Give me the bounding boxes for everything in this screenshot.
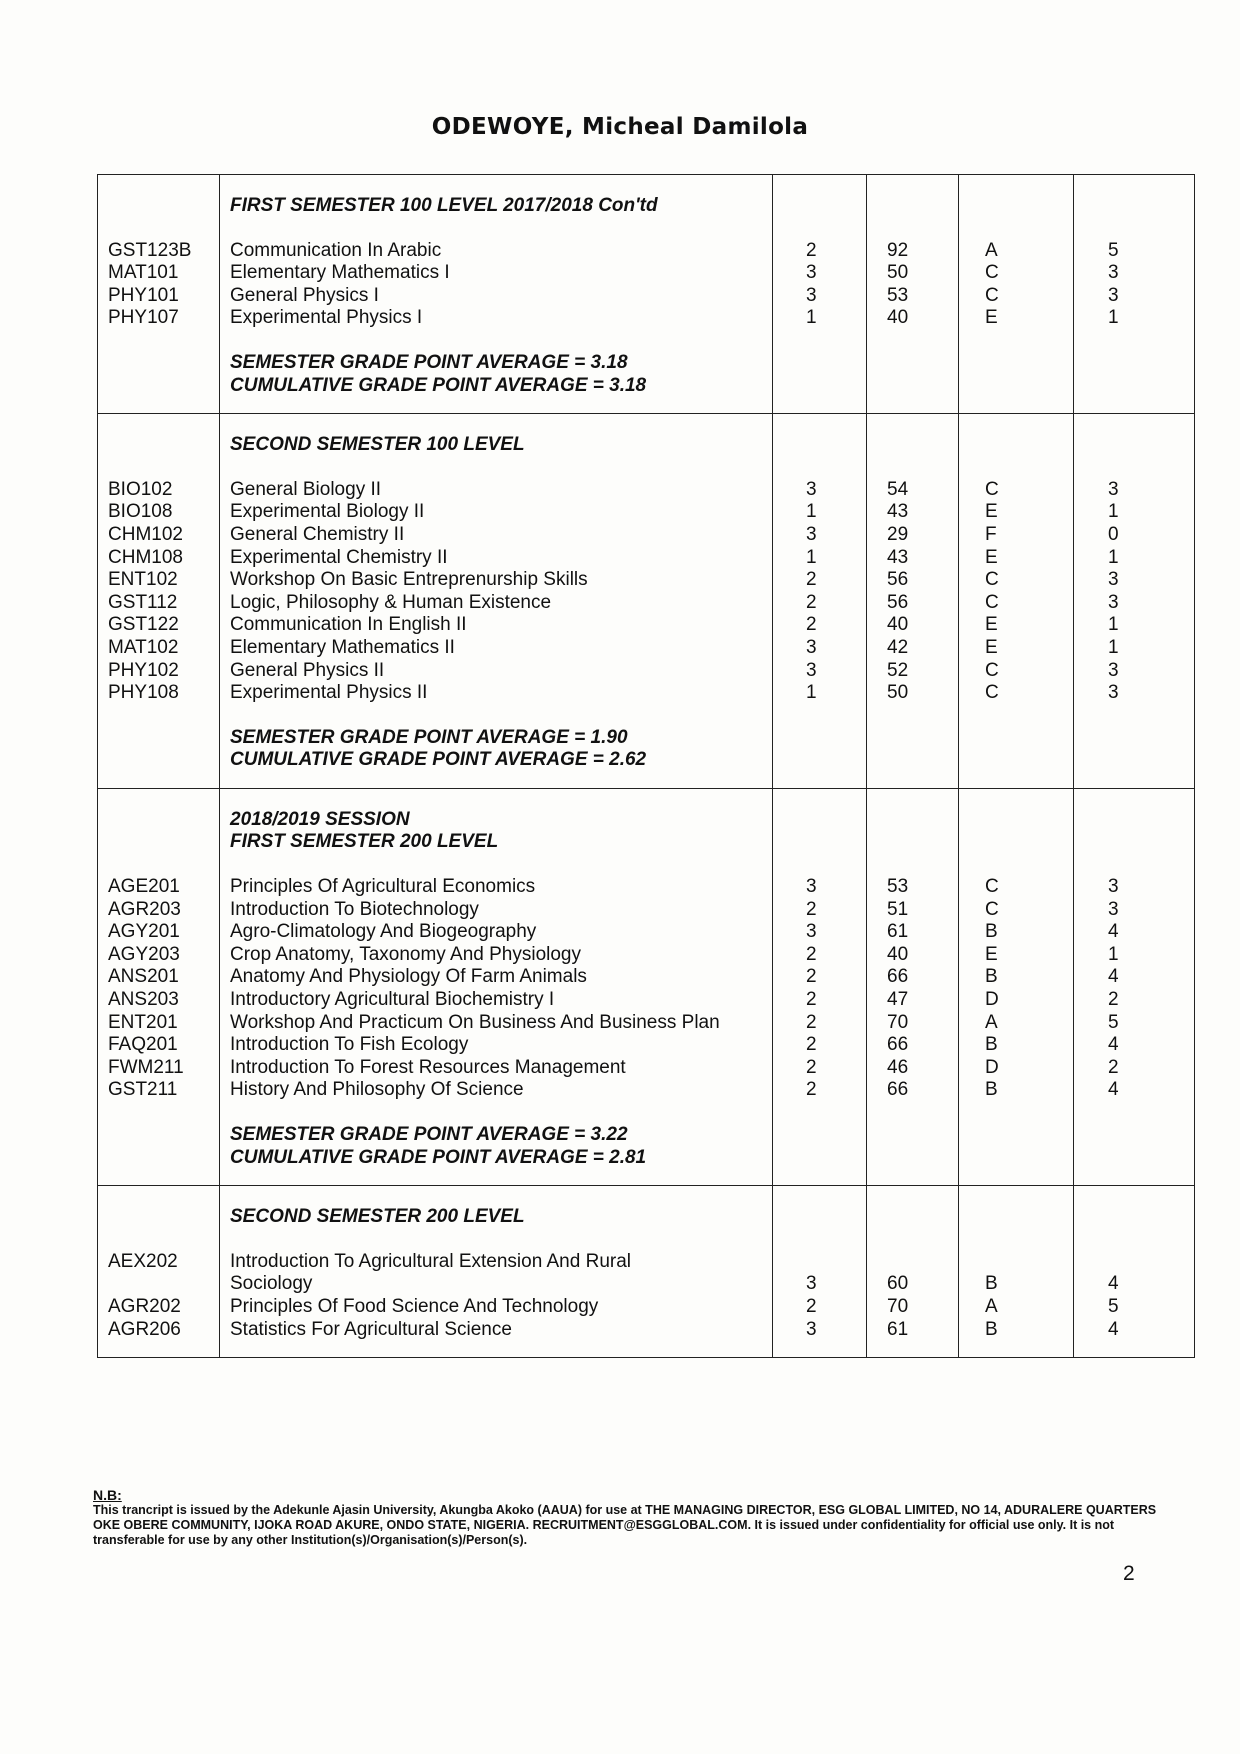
course-grade: C bbox=[985, 659, 999, 681]
course-code: PHY102 bbox=[108, 659, 179, 681]
course-code: GST112 bbox=[108, 591, 178, 613]
page-number: 2 bbox=[1123, 1562, 1135, 1585]
spacer bbox=[108, 1206, 219, 1229]
course-units: 2 bbox=[806, 943, 817, 965]
course-score: 56 bbox=[887, 569, 909, 591]
course-code: ANS201 bbox=[108, 966, 179, 988]
course-units: 3 bbox=[806, 284, 817, 306]
spacer bbox=[1108, 330, 1194, 352]
course-grade: B bbox=[985, 1079, 998, 1101]
course-title: Introduction To Agricultural Extension And Rural bbox=[230, 1250, 631, 1272]
course-score: 53 bbox=[887, 284, 909, 306]
course-code: ANS203 bbox=[108, 989, 179, 1011]
course-title-column bbox=[220, 788, 773, 1185]
course-grade: C bbox=[985, 284, 999, 306]
course-title: Principles Of Food Science And Technology bbox=[230, 1295, 599, 1317]
cumulative-gpa: CUMULATIVE GRADE POINT AVERAGE = 2.81 bbox=[230, 1146, 647, 1168]
grade-point: 3 bbox=[1108, 284, 1119, 306]
course-title: Elementary Mathematics I bbox=[230, 262, 450, 284]
spacer bbox=[108, 218, 219, 240]
course-grade: B bbox=[985, 1273, 998, 1295]
semester-gpa: SEMESTER GRADE POINT AVERAGE = 3.18 bbox=[230, 351, 628, 373]
section-heading: SECOND SEMESTER 200 LEVEL bbox=[230, 1206, 525, 1228]
course-code: PHY101 bbox=[108, 284, 179, 306]
spacer bbox=[806, 1229, 866, 1251]
course-units: 2 bbox=[806, 239, 817, 261]
course-units: 3 bbox=[806, 921, 817, 943]
grade-point: 4 bbox=[1108, 1318, 1119, 1340]
grade-point: 3 bbox=[1108, 659, 1119, 681]
course-score: 42 bbox=[887, 636, 909, 658]
spacer bbox=[1108, 457, 1194, 479]
spacer bbox=[108, 457, 219, 479]
score-column bbox=[867, 788, 959, 1185]
spacer bbox=[985, 1229, 1073, 1251]
spacer bbox=[887, 705, 958, 727]
grade-point: 3 bbox=[1108, 876, 1119, 898]
course-code: MAT101 bbox=[108, 262, 179, 284]
course-units: 1 bbox=[806, 307, 817, 329]
spacer bbox=[806, 831, 866, 854]
grade-point: 4 bbox=[1108, 1034, 1119, 1056]
spacer bbox=[108, 831, 219, 854]
course-code-column bbox=[98, 1186, 220, 1358]
spacer bbox=[806, 434, 866, 457]
spacer bbox=[108, 434, 219, 457]
course-title: Experimental Biology II bbox=[230, 501, 425, 523]
course-title: Introductory Agricultural Biochemistry I bbox=[230, 989, 555, 1011]
course-units: 3 bbox=[806, 1318, 817, 1340]
course-code: AGY201 bbox=[108, 921, 180, 943]
course-units: 2 bbox=[806, 591, 817, 613]
course-units: 2 bbox=[806, 898, 817, 920]
course-grade: E bbox=[985, 546, 998, 568]
course-code: CHM108 bbox=[108, 546, 183, 568]
course-title: Logic, Philosophy & Human Existence bbox=[230, 591, 552, 613]
course-title: Crop Anatomy, Taxonomy And Physiology bbox=[230, 943, 581, 965]
course-units: 2 bbox=[806, 1079, 817, 1101]
course-title: Introduction To Forest Resources Management bbox=[230, 1056, 626, 1078]
course-grade: A bbox=[985, 239, 998, 261]
spacer bbox=[887, 1206, 958, 1229]
spacer bbox=[108, 195, 219, 218]
spacer bbox=[230, 854, 772, 876]
spacer bbox=[887, 854, 958, 876]
course-code: AGR206 bbox=[108, 1318, 181, 1340]
course-code: FWM211 bbox=[108, 1056, 184, 1078]
course-title: General Physics II bbox=[230, 659, 385, 681]
spacer bbox=[1108, 1251, 1194, 1274]
course-score: 50 bbox=[887, 262, 909, 284]
course-title-column bbox=[220, 414, 773, 789]
course-title: Anatomy And Physiology Of Farm Animals bbox=[230, 966, 587, 988]
course-grade: C bbox=[985, 591, 999, 613]
grade-column bbox=[959, 788, 1074, 1185]
spacer bbox=[1108, 1102, 1194, 1124]
course-units: 3 bbox=[806, 262, 817, 284]
grade-point: 4 bbox=[1108, 921, 1119, 943]
spacer bbox=[230, 705, 772, 727]
course-units: 3 bbox=[806, 659, 817, 681]
semester-section bbox=[98, 175, 1195, 414]
course-score: 61 bbox=[887, 921, 909, 943]
grade-point: 1 bbox=[1108, 614, 1119, 636]
grade-point: 5 bbox=[1108, 239, 1119, 261]
course-title: General Physics I bbox=[230, 284, 379, 306]
course-code: MAT102 bbox=[108, 636, 179, 658]
student-name: ODEWOYE, Micheal Damilola bbox=[431, 114, 809, 140]
course-code: BIO108 bbox=[108, 501, 173, 523]
spacer bbox=[887, 434, 958, 457]
course-code: CHM102 bbox=[108, 523, 183, 545]
spacer bbox=[985, 809, 1073, 832]
section-heading: 2018/2019 SESSION bbox=[230, 808, 410, 830]
course-units: 1 bbox=[806, 546, 817, 568]
spacer bbox=[985, 218, 1073, 240]
spacer bbox=[887, 1102, 958, 1124]
grade-point: 1 bbox=[1108, 307, 1119, 329]
course-title: Sociology bbox=[230, 1273, 313, 1295]
spacer bbox=[887, 1251, 958, 1274]
course-title: Statistics For Agricultural Science bbox=[230, 1318, 512, 1340]
spacer bbox=[985, 854, 1073, 876]
course-units: 2 bbox=[806, 966, 817, 988]
spacer bbox=[806, 1206, 866, 1229]
course-score: 40 bbox=[887, 614, 909, 636]
spacer bbox=[230, 1102, 772, 1124]
units-column bbox=[773, 175, 867, 414]
course-title: General Chemistry II bbox=[230, 523, 405, 545]
spacer bbox=[887, 195, 958, 218]
grade-point: 2 bbox=[1108, 989, 1119, 1011]
course-units: 3 bbox=[806, 523, 817, 545]
spacer bbox=[1108, 218, 1194, 240]
course-title: Experimental Physics I bbox=[230, 307, 423, 329]
course-grade: C bbox=[985, 898, 999, 920]
course-code: GST123B bbox=[108, 239, 192, 261]
cumulative-gpa: CUMULATIVE GRADE POINT AVERAGE = 3.18 bbox=[230, 374, 647, 396]
course-score: 40 bbox=[887, 307, 909, 329]
course-title-column bbox=[220, 175, 773, 414]
spacer bbox=[985, 1102, 1073, 1124]
course-score: 66 bbox=[887, 1034, 909, 1056]
spacer bbox=[985, 434, 1073, 457]
spacer bbox=[985, 705, 1073, 727]
course-code: ENT102 bbox=[108, 569, 178, 591]
course-code: GST122 bbox=[108, 614, 179, 636]
course-units: 1 bbox=[806, 501, 817, 523]
grade-column bbox=[959, 175, 1074, 414]
course-units: 2 bbox=[806, 614, 817, 636]
spacer bbox=[806, 457, 866, 479]
course-code: BIO102 bbox=[108, 478, 173, 500]
section-heading: FIRST SEMESTER 200 LEVEL bbox=[230, 831, 499, 853]
spacer bbox=[230, 218, 772, 240]
spacer bbox=[887, 457, 958, 479]
course-title: Communication In English II bbox=[230, 614, 467, 636]
course-grade: C bbox=[985, 569, 999, 591]
grade-point-column bbox=[1074, 1186, 1195, 1358]
spacer bbox=[806, 195, 866, 218]
course-units: 2 bbox=[806, 1295, 817, 1317]
footer-note: This trancript is issued by the Adekunle Ajasin University, Akungba Akoko (AAUA) for use at THE MANAGING DIRECTOR, ESG GLOBAL LIMITED, NO 14, ADURALERE QUARTERS OKE OBERE COMMUNITY, IJOKA ROAD AKURE, ONDO STATE, NIGERIA. RECRUITMENT@ESGGLOBAL.COM. It is issued under confidentiality for official use only. It is not transferable for use by any other Institution(s)/Organisation(s)/Person(s). bbox=[93, 1503, 1157, 1547]
semester-gpa: SEMESTER GRADE POINT AVERAGE = 3.22 bbox=[230, 1124, 628, 1145]
spacer bbox=[1108, 831, 1194, 854]
course-units: 2 bbox=[806, 1011, 817, 1033]
course-grade: D bbox=[985, 1056, 999, 1078]
course-units: 3 bbox=[806, 1273, 817, 1295]
course-grade: E bbox=[985, 636, 998, 658]
course-score: 70 bbox=[887, 1295, 909, 1317]
course-code: AGY203 bbox=[108, 943, 180, 965]
spacer bbox=[985, 1251, 1073, 1274]
course-title: History And Philosophy Of Science bbox=[230, 1079, 524, 1101]
spacer bbox=[108, 705, 219, 727]
score-column bbox=[867, 414, 959, 789]
course-units: 3 bbox=[806, 636, 817, 658]
course-title: Experimental Chemistry II bbox=[230, 546, 448, 568]
grade-point: 1 bbox=[1108, 546, 1119, 568]
course-score: 46 bbox=[887, 1056, 909, 1078]
course-score: 92 bbox=[887, 239, 909, 261]
grade-point: 3 bbox=[1108, 262, 1119, 284]
cumulative-gpa: CUMULATIVE GRADE POINT AVERAGE = 2.62 bbox=[230, 749, 647, 771]
spacer bbox=[985, 195, 1073, 218]
course-score: 52 bbox=[887, 659, 909, 681]
course-score: 66 bbox=[887, 1079, 909, 1101]
course-grade: F bbox=[985, 523, 997, 545]
spacer bbox=[108, 1102, 219, 1124]
course-title: Elementary Mathematics II bbox=[230, 636, 455, 658]
spacer bbox=[1108, 434, 1194, 457]
spacer bbox=[985, 457, 1073, 479]
grade-point: 5 bbox=[1108, 1295, 1119, 1317]
course-score: 66 bbox=[887, 966, 909, 988]
course-code: PHY108 bbox=[108, 682, 179, 704]
course-title: General Biology II bbox=[230, 478, 382, 500]
course-title: Introduction To Biotechnology bbox=[230, 898, 479, 920]
course-units: 1 bbox=[806, 682, 817, 704]
course-score: 60 bbox=[887, 1273, 909, 1295]
spacer bbox=[1108, 809, 1194, 832]
grade-point: 2 bbox=[1108, 1056, 1119, 1078]
course-score: 43 bbox=[887, 501, 909, 523]
course-score: 50 bbox=[887, 682, 909, 704]
course-grade: E bbox=[985, 501, 998, 523]
units-column bbox=[773, 1186, 867, 1358]
nb-label: N.B: bbox=[93, 1487, 122, 1503]
grade-point: 4 bbox=[1108, 1079, 1119, 1101]
course-units: 3 bbox=[806, 876, 817, 898]
spacer bbox=[1108, 1206, 1194, 1229]
spacer bbox=[230, 457, 772, 479]
spacer bbox=[108, 1229, 219, 1251]
course-code: AGR203 bbox=[108, 898, 181, 920]
spacer bbox=[887, 831, 958, 854]
spacer bbox=[806, 1251, 866, 1274]
course-grade: E bbox=[985, 307, 998, 329]
course-title: Experimental Physics II bbox=[230, 682, 428, 704]
course-title: Communication In Arabic bbox=[230, 239, 442, 261]
grade-point-column bbox=[1074, 414, 1195, 789]
spacer bbox=[1108, 1229, 1194, 1251]
course-title: Workshop On Basic Entreprenurship Skills bbox=[230, 569, 588, 591]
course-score: 61 bbox=[887, 1318, 909, 1340]
course-score: 29 bbox=[887, 523, 909, 545]
course-units: 3 bbox=[806, 478, 817, 500]
spacer bbox=[887, 1229, 958, 1251]
course-title: Workshop And Practicum On Business And Business Plan bbox=[230, 1011, 720, 1033]
grade-point: 3 bbox=[1108, 898, 1119, 920]
course-score: 56 bbox=[887, 591, 909, 613]
semester-gpa: SEMESTER GRADE POINT AVERAGE = 1.90 bbox=[230, 726, 628, 748]
grade-point: 3 bbox=[1108, 591, 1119, 613]
section-heading: FIRST SEMESTER 100 LEVEL 2017/2018 Con'td bbox=[230, 195, 658, 216]
grade-point: 1 bbox=[1108, 943, 1119, 965]
grade-point: 4 bbox=[1108, 966, 1119, 988]
grade-point: 0 bbox=[1108, 523, 1119, 545]
course-code: AEX202 bbox=[108, 1250, 178, 1272]
units-column bbox=[773, 788, 867, 1185]
course-units: 2 bbox=[806, 989, 817, 1011]
grade-column bbox=[959, 1186, 1074, 1358]
spacer bbox=[1108, 854, 1194, 876]
course-title: Agro-Climatology And Biogeography bbox=[230, 921, 537, 943]
spacer bbox=[108, 809, 219, 832]
course-score: 70 bbox=[887, 1011, 909, 1033]
course-units: 2 bbox=[806, 569, 817, 591]
spacer bbox=[230, 1229, 772, 1251]
footer-note-block bbox=[93, 1488, 1163, 1548]
spacer bbox=[806, 854, 866, 876]
grade-point: 4 bbox=[1108, 1273, 1119, 1295]
course-code-column bbox=[98, 414, 220, 789]
units-column bbox=[773, 414, 867, 789]
course-code: FAQ201 bbox=[108, 1034, 178, 1056]
section-heading: SECOND SEMESTER 100 LEVEL bbox=[230, 434, 525, 456]
course-grade: C bbox=[985, 682, 999, 704]
course-grade: D bbox=[985, 989, 999, 1011]
course-score: 54 bbox=[887, 478, 909, 500]
spacer bbox=[887, 809, 958, 832]
semester-section bbox=[98, 414, 1195, 789]
spacer bbox=[1108, 705, 1194, 727]
course-code: PHY107 bbox=[108, 307, 179, 329]
spacer bbox=[887, 218, 958, 240]
grade-point: 1 bbox=[1108, 501, 1119, 523]
course-units: 2 bbox=[806, 1034, 817, 1056]
course-grade: C bbox=[985, 876, 999, 898]
course-units: 2 bbox=[806, 1056, 817, 1078]
grade-point-column bbox=[1074, 175, 1195, 414]
semester-section bbox=[98, 788, 1195, 1185]
course-score: 40 bbox=[887, 943, 909, 965]
spacer bbox=[230, 330, 772, 352]
spacer bbox=[806, 218, 866, 240]
course-code: GST211 bbox=[108, 1079, 178, 1101]
course-grade: C bbox=[985, 262, 999, 284]
spacer bbox=[108, 1273, 219, 1296]
grade-column bbox=[959, 414, 1074, 789]
course-grade: A bbox=[985, 1295, 998, 1317]
score-column bbox=[867, 175, 959, 414]
spacer bbox=[108, 854, 219, 876]
course-title: Principles Of Agricultural Economics bbox=[230, 876, 536, 898]
course-grade: C bbox=[985, 478, 999, 500]
course-code-column bbox=[98, 175, 220, 414]
course-title-column bbox=[220, 1186, 773, 1358]
transcript-table bbox=[97, 174, 1195, 1358]
course-score: 51 bbox=[887, 898, 909, 920]
spacer bbox=[985, 831, 1073, 854]
course-grade: E bbox=[985, 614, 998, 636]
course-score: 43 bbox=[887, 546, 909, 568]
grade-point-column bbox=[1074, 788, 1195, 1185]
course-grade: B bbox=[985, 1318, 998, 1340]
course-score: 53 bbox=[887, 876, 909, 898]
course-grade: B bbox=[985, 966, 998, 988]
spacer bbox=[806, 1102, 866, 1124]
grade-point: 5 bbox=[1108, 1011, 1119, 1033]
course-code: AGE201 bbox=[108, 876, 180, 898]
course-grade: B bbox=[985, 1034, 998, 1056]
spacer bbox=[806, 330, 866, 352]
spacer bbox=[806, 809, 866, 832]
spacer bbox=[1108, 195, 1194, 218]
grade-point: 3 bbox=[1108, 569, 1119, 591]
course-grade: B bbox=[985, 921, 998, 943]
course-code: ENT201 bbox=[108, 1011, 178, 1033]
semester-section bbox=[98, 1186, 1195, 1358]
grade-point: 3 bbox=[1108, 682, 1119, 704]
grade-point: 1 bbox=[1108, 636, 1119, 658]
spacer bbox=[887, 330, 958, 352]
spacer bbox=[985, 1206, 1073, 1229]
grade-point: 3 bbox=[1108, 478, 1119, 500]
spacer bbox=[806, 705, 866, 727]
spacer bbox=[985, 330, 1073, 352]
course-score: 47 bbox=[887, 989, 909, 1011]
course-grade: A bbox=[985, 1011, 998, 1033]
spacer bbox=[108, 330, 219, 352]
course-code-column bbox=[98, 788, 220, 1185]
score-column bbox=[867, 1186, 959, 1358]
course-code: AGR202 bbox=[108, 1295, 181, 1317]
course-title: Introduction To Fish Ecology bbox=[230, 1034, 469, 1056]
course-grade: E bbox=[985, 943, 998, 965]
